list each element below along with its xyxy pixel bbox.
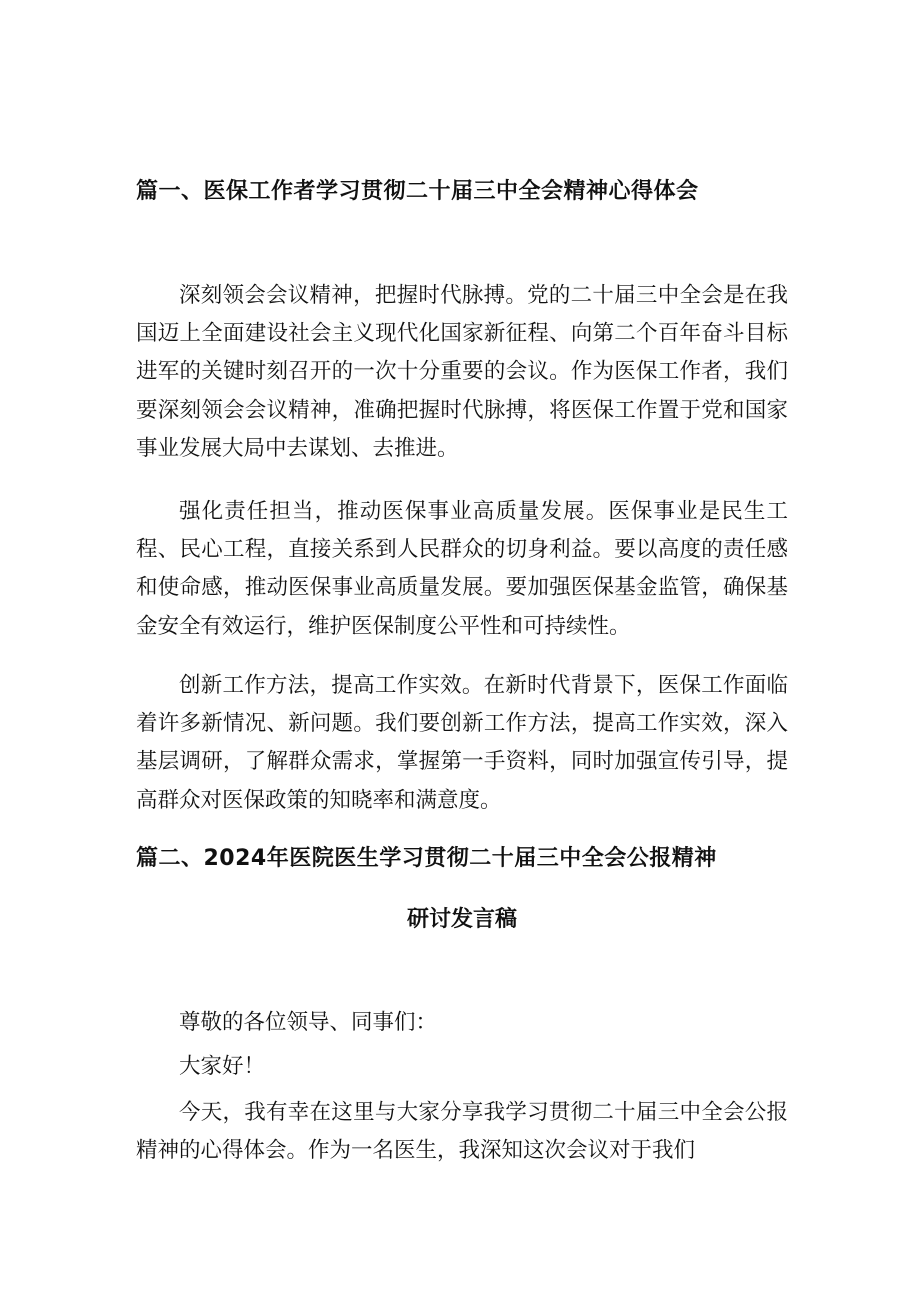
section2-title-line1: 篇二、2024年医院医生学习贯彻二十届三中全会公报精神 [136,846,717,871]
section2-paragraph-1: 今天，我有幸在这里与大家分享我学习贯彻二十届三中全会公报精神的心得体会。作为一名医生，我深知这次会议对于我们 [136,1100,788,1164]
section1-paragraph-1: 深刻领会会议精神，把握时代脉搏。党的二十届三中全会是在我国迈上全面建设社会主义现代化国家新征程、向第二个百年奋斗目标进军的关键时刻召开的一次十分重要的会议。作为医保工作者，我们要深刻领会会议精神，准确把握时代脉搏，将医保工作置于党和国家事业发展大局中去谋划、去推进。 [136,283,788,461]
greeting: 大家好！ [179,1054,266,1079]
section1-paragraph-3: 创新工作方法，提高工作实效。在新时代背景下，医保工作面临着许多新情况、新问题。我们要创新工作方法，提高工作实效，深入基层调研，了解群众需求，掌握第一手资料，同时加强宣传引导，提高群众对医保政策的知晓率和满意度。 [136,673,788,813]
section1-title: 篇一、医保工作者学习贯彻二十届三中全会精神心得体会 [136,179,699,204]
section2-title-line2: 研讨发言稿 [406,907,517,932]
section1-paragraph-2: 强化责任担当，推动医保事业高质量发展。医保事业是民生工程、民心工程，直接关系到人民群众的切身利益。要以高度的责任感和使命感，推动医保事业高质量发展。要加强医保基金监管，确保基金安全有效运行，维护医保制度公平性和可持续性。 [136,499,788,639]
salutation: 尊敬的各位领导、同事们： [179,1010,438,1035]
